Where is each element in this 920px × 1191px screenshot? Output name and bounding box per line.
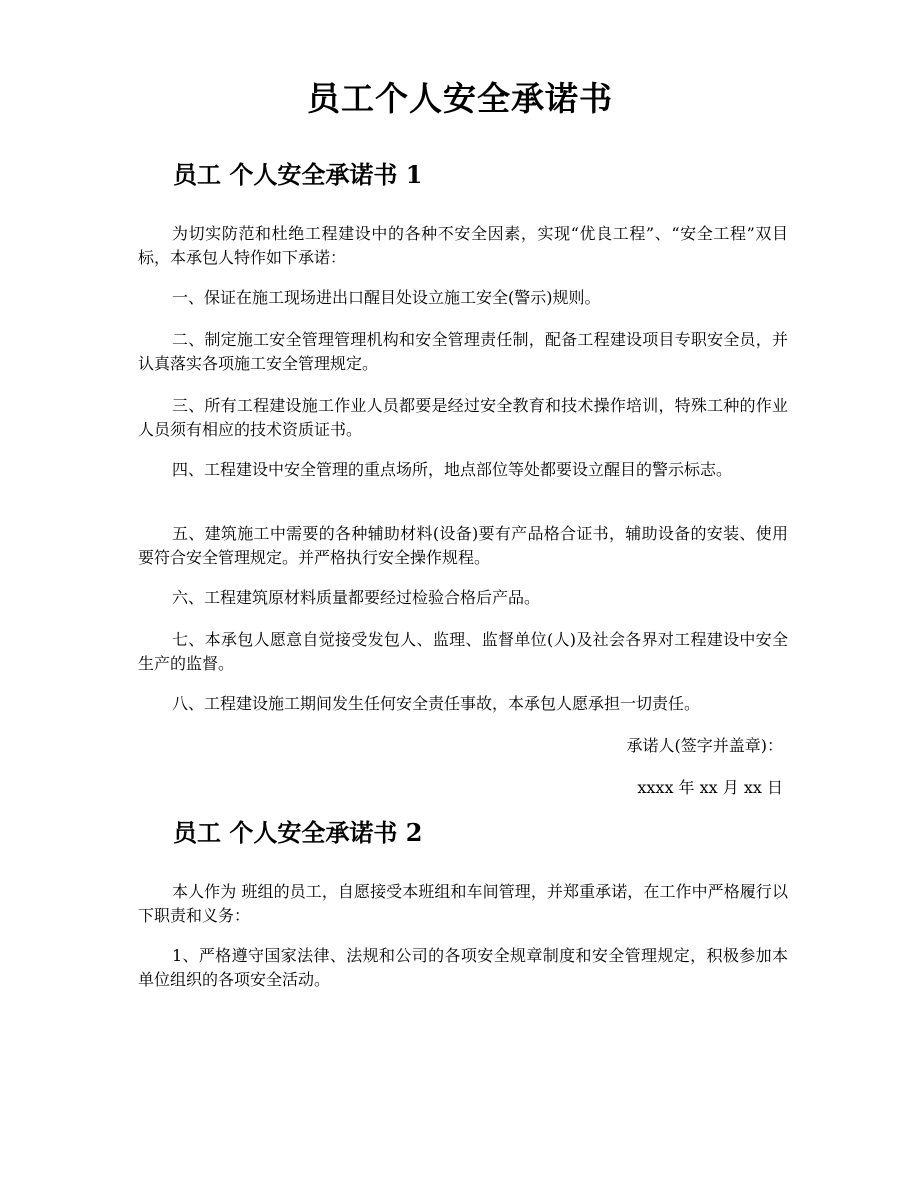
section-1-item-1: 一、保证在施工现场进出口醒目处设立施工安全(警示)规则。 xyxy=(172,288,601,307)
section-1-item-5: 五、建筑施工中需要的各种辅助材料(设备)要有产品格合证书，辅助设备的安装、使用要符合安全管理规定。并严格执行安全操作规程。 xyxy=(138,524,788,567)
section-2-heading: 员工 个人安全承诺书 2 xyxy=(173,818,423,847)
section-1-item-4: 四、工程建设中安全管理的重点场所，地点部位等处都要设立醒目的警示标志。 xyxy=(172,460,733,479)
section-1-item-8: 八、工程建设施工期间发生任何安全责任事故，本承包人愿承担一切责任。 xyxy=(172,694,701,713)
section-1-item-2: 二、制定施工安全管理管理机构和安全管理责任制，配备工程建设项目专职安全员，并认真落实各项施工安全管理规定。 xyxy=(138,330,788,373)
section-1-intro-paragraph: 为切实防范和杜绝工程建设中的各种不安全因素，实现“优良工程”、“安全工程”双目标，本承包人特作如下承诺： xyxy=(138,224,788,267)
section-2-intro-paragraph: 本人作为 班组的员工，自愿接受本班组和车间管理，并郑重承诺，在工作中严格履行以下职责和义务： xyxy=(138,882,788,925)
section-1-item-7: 七、本承包人愿意自觉接受发包人、监理、监督单位(人)及社会各界对工程建设中安全生产的监督。 xyxy=(138,630,788,673)
section-1-heading: 员工 个人安全承诺书 1 xyxy=(173,160,423,189)
section-2-item-1: 1、严格遵守国家法律、法规和公司的各项安全规章制度和安全管理规定，积极参加本单位组织的各项安全活动。 xyxy=(138,946,788,989)
document-title: 员工个人安全承诺书 xyxy=(307,79,613,118)
section-1-item-6: 六、工程建筑原材料质量都要经过检验合格后产品。 xyxy=(172,588,541,607)
signature-line: 承诺人(签字并盖章)： xyxy=(626,736,783,755)
date-line: xxxx 年 xx 月 xx 日 xyxy=(637,778,783,797)
section-1-item-3: 三、所有工程建设施工作业人员都要是经过安全教育和技术操作培训，特殊工种的作业人员须有相应的技术资质证书。 xyxy=(138,396,788,439)
